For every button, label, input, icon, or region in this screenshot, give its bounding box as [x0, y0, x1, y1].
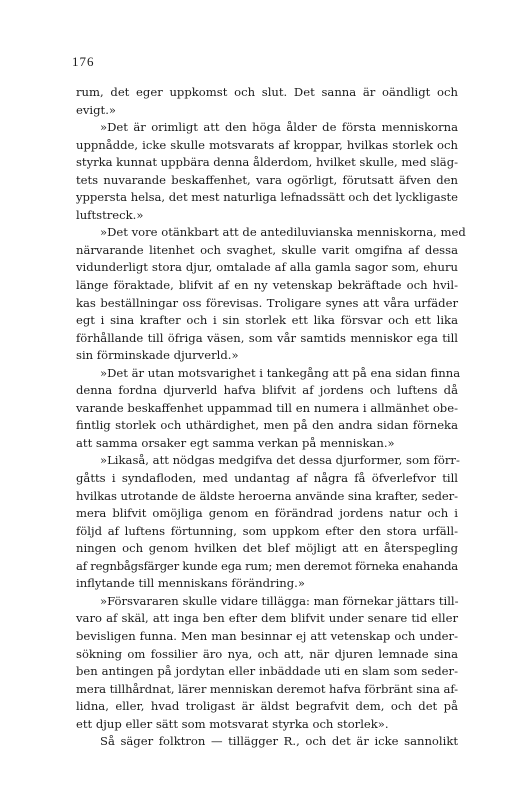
text-line: förhållande till öfriga väsen, som vår samtids menniskor ega till: [76, 330, 458, 345]
text-line: rum, det eger uppkomst och slut. Det sanna är oändligt och: [76, 85, 458, 99]
text-line: fintlig storlek och uthärdighet, men på den andra sidan förneka: [76, 418, 458, 433]
text-line: yppersta helsa, det mest naturliga lefnadssätt och det lyckligaste: [76, 190, 459, 205]
text-line: »Försvararen skulle vidare tillägga: man förnekar jättars till-: [100, 593, 459, 608]
text-line: sökning om fossilier äro nya, och att, när djuren lemnade sina: [76, 646, 458, 661]
text-line: »Det är utan motsvarighet i tankegång att på ena sidan finna: [100, 365, 461, 380]
text-line: närvarande litenhet och svaghet, skulle varit omgifna af dessa: [76, 242, 458, 257]
text-line: uppnådde, icke skulle motsvarats af kroppar, hvilkas storlek och: [76, 137, 458, 152]
text-line: gåtts i syndafloden, med undantag af några få öfverlefvor till: [76, 471, 458, 486]
text-line: af regnbågsfärger kunde ega rum; men deremot förneka enahanda: [76, 558, 458, 573]
text-line: lidna, eller, hvad troligast är äldst begrafvit dem, och det på: [76, 699, 458, 714]
text-line: evigt.»: [76, 102, 116, 117]
text-line: ningen och genom hvilken det blef möjligt att en återspegling: [76, 541, 458, 556]
text-line: att samma orsaker egt samma verkan på menniskan.»: [76, 435, 395, 450]
text-line: Så säger folktron — tillägger R., och det är icke sannolikt: [100, 734, 458, 749]
text-line: mera blifvit omöjliga genom en förändrad jordens natur och i: [76, 506, 458, 521]
text-line: »Likaså, att nödgas medgifva det dessa djurformer, som förr-: [100, 453, 460, 468]
page-number: 176: [72, 54, 95, 69]
text-line: kas beställningar oss förevisas. Troligare synes att våra urfäder: [76, 295, 458, 310]
text-line: hvilkas utrotande de äldste heroerna använde sina krafter, seder-: [76, 488, 458, 503]
text-line: mera tillhårdnat, lärer menniskan deremot hafva förbränt sina af-: [76, 681, 458, 696]
text-line: luftstreck.»: [76, 207, 144, 222]
text-line: vidunderligt stora djur, omtalade af alla gamla sagor som, ehuru: [76, 260, 458, 275]
text-line: länge föraktade, blifvit af en ny vetenskap bekräftade och hvil-: [76, 278, 458, 293]
text-line: sin förminskade djurverld.»: [76, 348, 239, 363]
text-line: följd af luftens förtunning, som uppkom efter den stora urfäll-: [76, 523, 458, 538]
text-line: »Det är orimligt att den höga ålder de första menniskorna: [100, 120, 458, 135]
text-line: varo af skäl, att inga ben efter dem blifvit under senare tid eller: [76, 611, 458, 626]
text-line: inflytande till menniskans förändring.»: [76, 576, 305, 591]
text-line: denna fordna djurverld hafva blifvit af jordens och luftens då: [76, 383, 458, 398]
text-line: ben antingen på jordytan eller inbäddade uti en slam som seder-: [76, 664, 458, 679]
text-line: varande beskaffenhet uppammad till en numera i allmänhet obe-: [76, 400, 458, 415]
text-line: »Det vore otänkbart att de antediluvianska menniskorna, med: [100, 225, 466, 240]
text-line: egt i sina krafter och i sin storlek ett lika försvar och ett lika: [76, 313, 458, 328]
text-line: tets nuvarande beskaffenhet, vara ogörligt, förutsatt äfven den: [76, 172, 458, 187]
text-line: bevisligen funna. Men man besinnar ej att vetenskap och under-: [76, 628, 458, 643]
text-line: ett djup eller sätt som motsvarat styrka och storlek».: [76, 716, 389, 731]
body-text: [76, 84, 466, 751]
text-line: styrka kunnat uppbära denna ålderdom, hvilket skulle, med släg-: [76, 155, 458, 170]
